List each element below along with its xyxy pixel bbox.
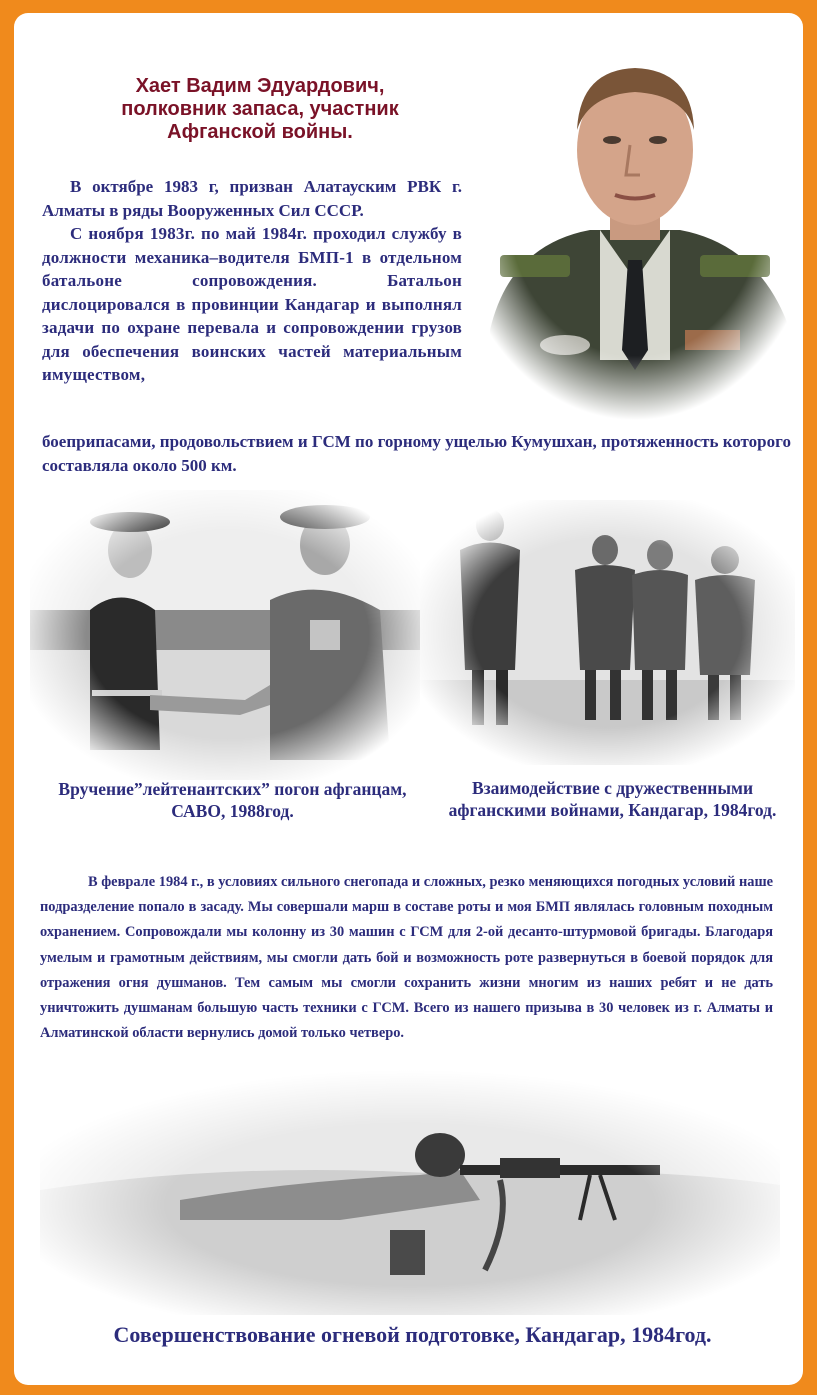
bio-paragraph-2: С ноября 1983г. по май 1984г. проходил службу в должности механика–водителя БМП-1 в отдельном батальоне сопровождения. Батальон дислоцировался в провинции Кандагар и выполнял задачи по охране перевала и сопровождении грузов для обеспечения воинских частей материальным имуществом, [42,224,462,384]
machine-gun-photo [40,1070,780,1315]
heading-war: Афганской войны. [167,121,353,143]
handshake-photo [30,490,425,780]
bio-paragraph-tail: боеприпасами, продовольствием и ГСМ по горному ущелью Кумушхан, протяженность которого составляла около 500 км. [42,432,791,475]
caption-group: Взаимодействие с дружественными афганскими войнами, Кандагар, 1984год. [448,778,777,820]
bio-text [42,175,462,387]
final-caption: Совершенствование огневой подготовке, Кандагар, 1984год. [113,1322,712,1347]
person-heading [90,75,430,144]
heading-name: Хает Вадим Эдуардович, [135,75,385,97]
caption-handshake: Вручение”лейтенантских” погон афганцам, САВО, 1988год. [58,779,407,821]
group-photo [420,500,795,765]
ambush-story-text: В феврале 1984 г., в условиях сильного снегопада и сложных, резко меняющихся погодных условий наше подразделение попало в засаду. Мы совершали марш в составе роты и моя БМП являлась головным походным охранением. Сопровождали мы колонну из 30 машин с ГСМ для 2-ой десанто-штурмовой бригады. Благодаря умелым и грамотным действиям, мы смогли дать бой и возможность роте развернуться в боевой порядок для отражения огня душманов. Тем самым мы смогли сохранить жизни многим из наших ребят и не дать уничтожить душманам большую часть техники с ГСМ. Всего из нашего призыва в 30 человек из г. Алматы и Алматинской области вернулись домой только четверо. [40,874,773,1042]
portrait-photo [470,30,800,420]
bio-paragraph-1: В октябре 1983 г, призван Алатауским РВК г. Алматы в ряды Вооруженных Сил СССР. [42,177,462,220]
heading-rank: полковник запаса, участник [121,98,399,120]
